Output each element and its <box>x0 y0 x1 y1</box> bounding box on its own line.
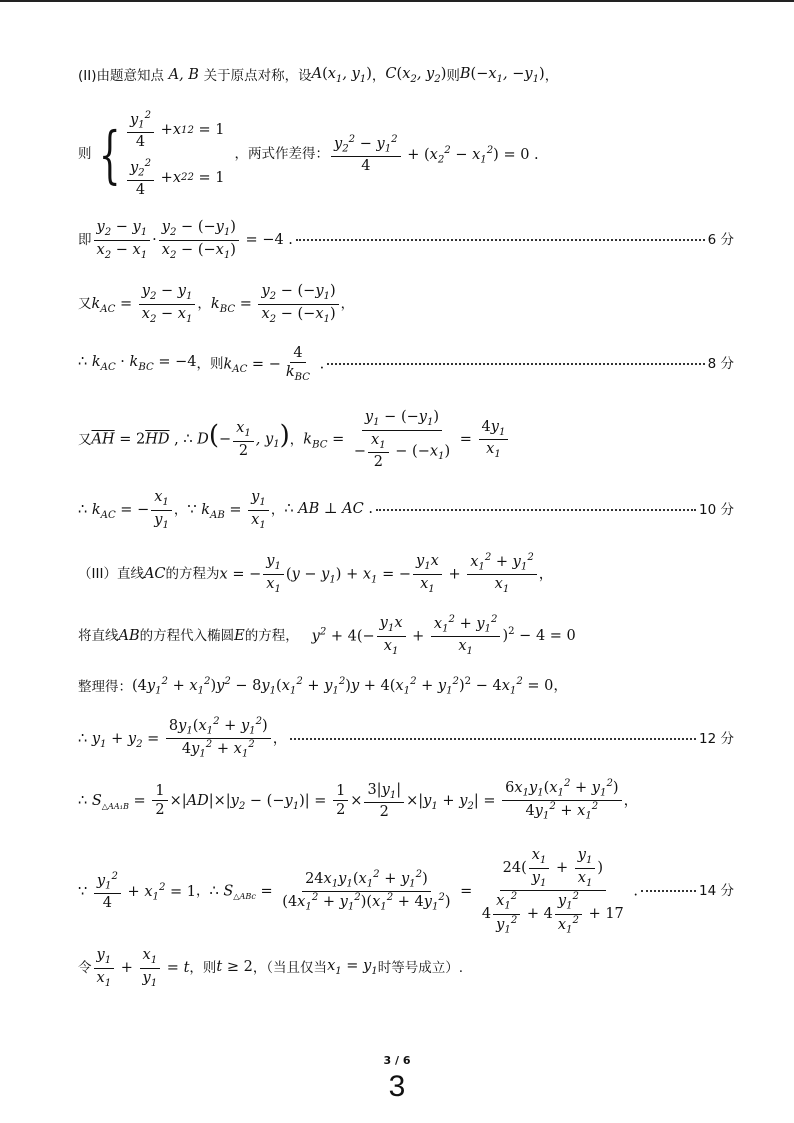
score-8: 8 分 <box>707 356 734 373</box>
solution-line-kac: ∴ $k_{AC} \cdot k_{BC} = -4$ ，则 $k_{AC}$ = − $\frac{4}{k_{BC}}$ . 8 分 <box>78 345 734 384</box>
score-14: 14 分 <box>699 883 734 900</box>
score-12: 12 分 <box>699 730 734 747</box>
solution-line-part-iii: （III）直线 AC 的方程为 x = − $\frac{y_1}{x_1}$ $(y - y_1) + x_1$ = − $\frac{y_1x}{x_1}$ + $\frac{x_1^2 + y_1^2}{x_1}$ ， <box>78 552 554 596</box>
score-10: 10 分 <box>699 501 734 518</box>
solution-line-substitution-t: 令 $\frac{y_1}{x_1}$ + $\frac{x_1}{y_1}$ = t ，则 t ≥ 2 ，（当且仅当 $x_1 = y_1$ 时等号成立）. <box>78 947 464 989</box>
solution-line-part-ii-intro: (II)由题意知点 A, B 关于原点对称，设 $A(x_1$, $y_1$) ， $C(x_2$, $y_2$) 则 $B(-x_1$, $-y_1$) ， <box>78 66 559 85</box>
dot-leader <box>290 738 696 740</box>
solution-line-organize: 整理得： $(4y_1^2 + x_1^2)y^2 - 8y_1(x_1^2 + y_1^2)y + 4(x_1^2 + y_1^2)^2 - 4x_1^2 = 0$， <box>78 676 568 697</box>
solution-line-point-d: 又 $\overline{AH} = 2\overline{HD}$ , ∴ D(− $\frac{x_1}{2}$ , $y_1$) ， $k_{BC}$ = $y_1 - (-y_1)$ − $\frac{x_1}{2}$ − $(-x_1)$ = $\frac{4y_1}{x_1}$ <box>78 408 734 471</box>
top-border <box>0 0 794 2</box>
solution-line-sum: ∴ $y_1 + y_2$ = $\frac{8y_1(x_1^2 + y_1^2)}{4y_1^2 + x_1^2}$ ， 12 分 <box>78 716 734 761</box>
dot-leader <box>327 363 704 365</box>
dot-leader <box>376 509 696 511</box>
solution-line-slopes: 又 $k_{AC}$ = $\frac{y_2 - y_1}{x_2 - x_1}$ ， $k_{BC}$ = $\frac{y_2 - (-y_1)}{x_2 - (-x_1)}$ ， <box>78 283 355 325</box>
dot-leader <box>296 239 705 241</box>
page-number: 3 <box>388 1070 406 1103</box>
dot-leader <box>641 890 696 892</box>
solution-line-substitute: 将直线 AB 的方程代入椭圆 E 的方程， $y^2 + 4(-$ $\frac{y_1x}{x_1}$ + $\frac{x_1^2 + y_1^2}{x_1}$ )$^2$ − 4 = 0 <box>78 614 576 658</box>
solution-line-area-simplified: ∵ $\frac{y_1^2}{4}$ + $x_1^2 = 1$ ， ∴ $S_{\triangle ABc}$ = $\frac{24x_1y_1(x_1^2 + y_1^2)}{(4x_1^2 + y_1^2)(x_1^2 + 4y_1^2)}$ = 24( $\frac{x_1}{y_1}$ + $\frac{y_1}{x_1}$ ) 4 $\frac{x_1^2}{y_1^2}$ + 4 $\frac{y_1^2}{x_1^2}$ + 17 . 14 分 <box>78 847 734 936</box>
solution-line-perpendicular: ∴ $k_{AC}$ = − $\frac{x_1}{y_1}$ ， ∵ $k_{AB}$ = $\frac{y_1}{x_1}$ ， ∴ AB ⊥ AC . 10 分 <box>78 489 734 531</box>
solution-line-area: ∴ $S_{\triangle AA_1B}$ = $\frac{1}{2}$ $\times|AD|\times|y_2 - (-y_1)|$ = $\frac{1}{2}$ × $\frac{3|y_1|}{2}$ $\times|y_1 + y_2|$ = $\frac{6x_1y_1(x_1^2 + y_1^2)}{4y_1^2 + x_1^2}$ ， <box>78 778 639 823</box>
solution-line-slope-product: 即 $\frac{y_2 - y_1}{x_2 - x_1}$ · $\frac{y_2 - (-y_1)}{x_2 - (-x_1)}$ = −4 . 6 分 <box>78 219 734 261</box>
solution-line-system: 则 { $\frac{y_1^2}{4}$ + x 1 2 = 1 $\frac{y_2^2}{4}$ + x 2 2 = 1 ，两式作差得： $\frac{y_2^2 - y_1^2}{4}$ + $(x_2^2 - x_1^2) = 0$ . <box>78 110 539 198</box>
score-6: 6 分 <box>707 231 734 248</box>
page-label: 3 / 6 <box>383 1054 411 1067</box>
